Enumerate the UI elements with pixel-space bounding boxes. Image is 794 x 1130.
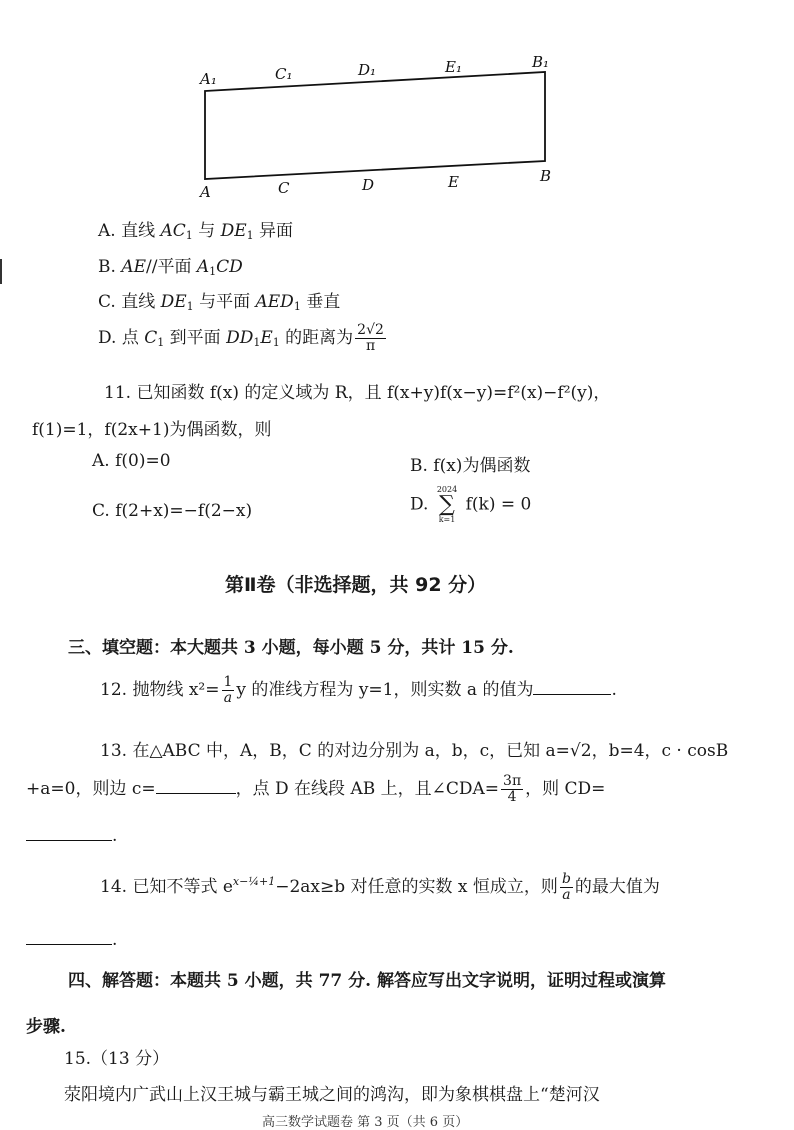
q12 — [100, 675, 617, 706]
text: D. — [410, 494, 429, 515]
text: //平面 — [146, 257, 197, 277]
fraction — [560, 872, 573, 902]
answer-blank[interactable] — [26, 930, 112, 945]
denominator: a — [223, 690, 233, 706]
label-C: C — [278, 179, 290, 197]
label-C1: C₁ — [275, 65, 293, 83]
q10-option-b — [98, 252, 243, 278]
section-3-heading: 三、填空题：本大题共 3 小题，每小题 5 分，共计 15 分. — [68, 638, 514, 658]
label-B: B — [540, 167, 552, 185]
label-A: A — [200, 183, 211, 201]
exponent: x−¼+1 — [232, 875, 276, 888]
math: AED — [255, 292, 294, 312]
math: DD — [226, 328, 254, 348]
text: +a=0，则边 c= — [26, 779, 156, 799]
math: A — [196, 257, 210, 277]
section-4-heading-cont: 步骤. — [26, 1017, 66, 1037]
text: . — [112, 826, 118, 846]
summation — [437, 486, 457, 524]
label-E: E — [448, 173, 459, 191]
answer-blank-c[interactable] — [156, 779, 236, 794]
text: 的最大值为 — [574, 877, 660, 897]
page-footer: 高三数学试题卷 第 3 页（共 6 页） — [262, 1115, 469, 1130]
text: ，点 D 在线段 AB 上，且∠CDA= — [235, 779, 500, 799]
q11-option-b: B. f(x)为偶函数 — [410, 456, 531, 476]
text: y 的准线方程为 y=1，则实数 a 的值为 — [236, 680, 534, 700]
sub: 1 — [272, 336, 280, 349]
text: 12. 抛物线 x²= — [100, 680, 220, 700]
math: AC — [160, 221, 186, 241]
text: . — [112, 930, 118, 950]
q11-option-d — [410, 486, 531, 524]
q13-line-3 — [26, 826, 117, 846]
text: 垂直 — [300, 292, 341, 312]
text: 的距离为 — [279, 328, 354, 348]
label-D: D — [362, 176, 375, 194]
sub: 1 — [253, 336, 261, 349]
denominator: a — [562, 887, 571, 903]
q11-option-c: C. f(2+x)=−f(2−x) — [92, 501, 253, 521]
text: ，则 CD= — [525, 779, 606, 799]
text: 与平面 — [193, 292, 256, 312]
q11-line-1: 11. 已知函数 f(x) 的定义域为 R，且 f(x+y)f(x−y)=f²(x)−f²(y)， — [104, 383, 611, 403]
q10-option-a — [98, 216, 293, 242]
denominator: 4 — [507, 789, 517, 805]
text: B. — [98, 257, 122, 277]
math: E — [260, 328, 273, 348]
margin-mark — [0, 259, 2, 284]
text: −2ax≥b 对任意的实数 x 恒成立，则 — [275, 877, 558, 897]
text: A. 直线 — [98, 221, 161, 241]
denominator: π — [365, 338, 376, 354]
numerator: b — [561, 871, 571, 888]
math: DE — [160, 292, 187, 312]
sigma-symbol: ∑ — [439, 492, 455, 517]
text: C. 直线 — [98, 292, 161, 312]
part-2-title: 第Ⅱ卷（非选择题，共 92 分） — [225, 574, 487, 596]
fraction — [501, 774, 523, 804]
label-D1: D₁ — [358, 61, 377, 79]
q15-line-1: 荥阳境内广武山上汉王城与霸王城之间的鸿沟，即为象棋棋盘上“楚河汉 — [64, 1085, 600, 1105]
text: 14. 已知不等式 e — [100, 877, 233, 897]
q11-line-2: f(1)=1，f(2x+1)为偶函数，则 — [32, 420, 272, 440]
math: C — [144, 328, 158, 348]
q14 — [100, 872, 660, 903]
math: CD — [216, 257, 243, 277]
sub: 1 — [293, 300, 301, 313]
label-A1: A₁ — [200, 70, 217, 88]
sub: 1 — [185, 229, 193, 242]
q13-line-2 — [26, 774, 605, 805]
math: AE — [121, 257, 146, 277]
lower-limit: k=1 — [438, 515, 456, 524]
text: 异面 — [253, 221, 294, 241]
sub: 1 — [209, 265, 217, 278]
q15-head: 15.（13 分） — [64, 1049, 170, 1069]
text: . — [611, 680, 617, 700]
numerator: 3π — [503, 773, 522, 790]
q13-line-1: 13. 在△ABC 中，A，B，C 的对边分别为 a，b，c，已知 a=√2，b=4，c · cosB — [100, 741, 729, 761]
label-E1: E₁ — [445, 58, 462, 76]
math: DE — [220, 221, 247, 241]
numerator: 2√2 — [357, 322, 384, 339]
answer-blank-cd[interactable] — [26, 826, 112, 841]
text: D. 点 — [98, 328, 145, 348]
figure-outline — [205, 72, 545, 179]
q14-answer-line — [26, 930, 117, 950]
text: 与 — [192, 221, 221, 241]
q10-option-d — [98, 323, 388, 354]
q10-option-c — [98, 287, 340, 313]
answer-blank[interactable] — [533, 680, 611, 695]
sub: 1 — [157, 336, 165, 349]
label-B1: B₁ — [532, 53, 550, 71]
numerator: 1 — [223, 674, 233, 691]
sub: 1 — [186, 300, 194, 313]
section-4-heading: 四、解答题：本题共 5 小题，共 77 分. 解答应写出文字说明，证明过程或演算 — [68, 971, 666, 991]
sub: 1 — [246, 229, 254, 242]
q11-option-a: A. f(0)=0 — [92, 451, 171, 471]
fraction — [355, 323, 386, 353]
prism-figure — [190, 45, 570, 205]
text: 到平面 — [164, 328, 227, 348]
upper-limit: 2024 — [436, 485, 458, 494]
fraction — [222, 675, 235, 705]
text: f(k) = 0 — [465, 494, 532, 515]
